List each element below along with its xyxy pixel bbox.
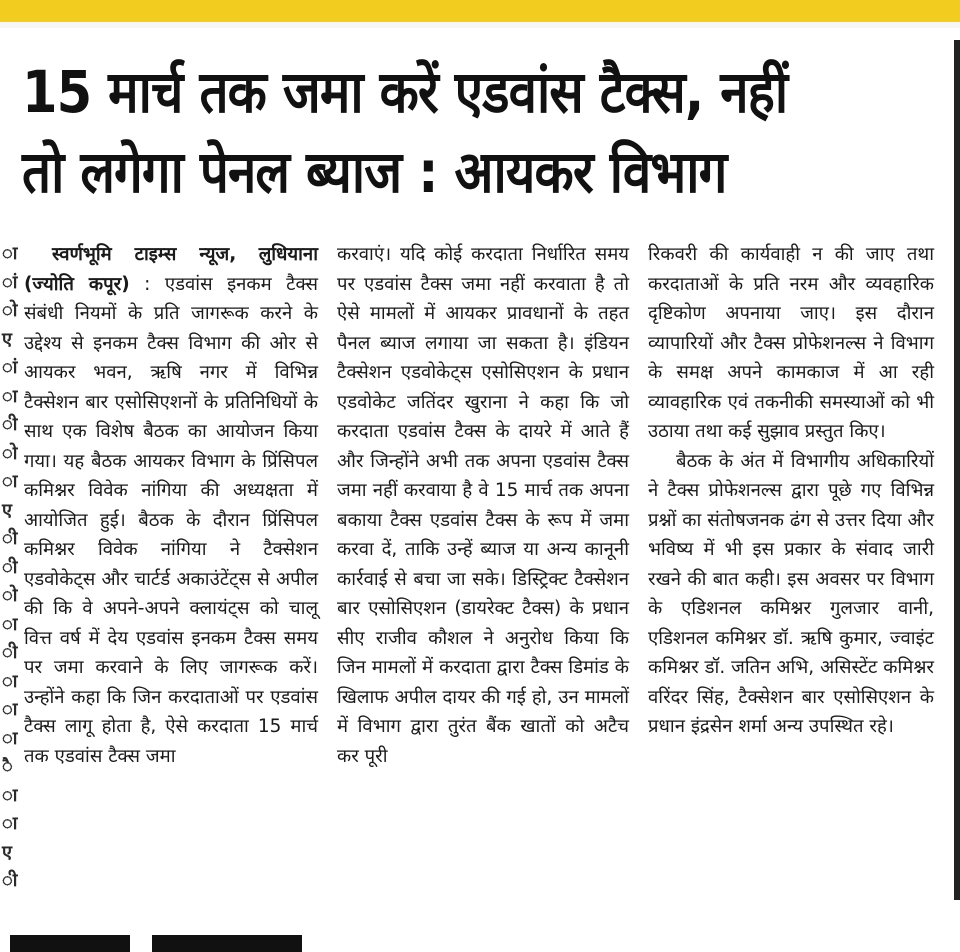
adjacent-article-fragment: ां <box>2 271 18 293</box>
headline <box>22 52 937 212</box>
adjacent-article-fragment: ी <box>2 642 18 663</box>
adjacent-article-fragment: ी <box>2 870 18 891</box>
adjacent-article-fragment: ा <box>2 784 18 806</box>
article-column-3 <box>648 240 934 910</box>
byline-place-reporter: लुधियाना (ज्योति कपूर) <box>24 244 318 295</box>
adjacent-article-fragment: ी <box>2 414 18 435</box>
adjacent-article-fragment: ी <box>2 528 18 549</box>
next-article-heading-block-2 <box>152 935 302 952</box>
article-column-1 <box>24 240 318 910</box>
column-1-text: एडवांस इनकम टैक्स संबंधी नियमों के प्रति जागरूक करने के उद्देश्य से इनकम टैक्स विभाग की ओर से आयकर भवन, ऋषि नगर में विभिन्न टैक्सेशन बार एसोसिएशनों के प्रतिनिधियों के साथ एक विशेष बैठक का आयोजन किया गया। यह बैठक आयकर विभाग के प्रिंसिपल कमिश्नर विवेक नांगिया की अध्यक्षता में आयोजित हुई। बैठक के दौरान प्रिंसिपल कमिश्नर विवेक नांगिया ने टैक्सेशन एडवोकेट्स और चार्टर्ड अकाउंटेंट्स से अपील की कि वे अपने-अपने क्लायंट्स को चालू वित्त वर्ष में देय एडवांस इनकम टैक्स समय पर जमा करवाने के लिए जागरूक करें। उन्होंने कहा कि जिन करदाताओं पर एडवांस टैक्स लागू होता है, ऐसे करदाता 15 मार्च तक एडवांस टैक्स जमा <box>24 273 318 767</box>
adjacent-article-fragment: ा <box>2 699 18 720</box>
column-2-text: करवाएं। यदि कोई करदाता निर्धारित समय पर एडवांस टैक्स जमा नहीं करवाता है तो ऐसे मामलों में आयकर प्रावधानों के तहत पैनल ब्याज लगाया जा सकता है। इंडियन टैक्सेशन एडवोकेट्स एसोसिएशन के प्रधान एडवोकेट जतिंदर खुराना ने कहा कि जो करदाता एडवांस टैक्स के दायरे में आते हैं और जिन्होंने अभी तक अपना एडवांस टैक्स जमा नहीं करवाया है वे 15 मार्च तक अपना बकाया टैक्स एडवांस टैक्स के रूप में जमा करवा दें, ताकि उन्हें ब्याज या अन्य कानूनी कार्रवाई से बचा जा सके। डिस्ट्रिक्ट टैक्सेशन बार एसोसिएशन (डायरेक्ट टैक्स) के प्रधान सीए राजीव कौशल ने अनुरोध किया कि जिन मामलों में करदाता द्वारा टैक्स डिमांड के खिलाफ अपील दायर की गई हो, उन मामलों में विभाग द्वारा तुरंत बैंक खातों को अटैच कर पूरी <box>337 244 629 767</box>
adjacent-article-fragment: ी <box>2 556 18 578</box>
adjacent-article-fragment: ां <box>2 357 18 378</box>
byline-agency: स्वर्णभूमि टाइम्स न्यूज, <box>52 244 237 265</box>
next-article-heading-block-1 <box>10 935 130 952</box>
right-page-edge <box>954 40 960 900</box>
adjacent-article-fragment: ो <box>2 442 18 464</box>
adjacent-article-fragment: ा <box>2 471 18 492</box>
adjacent-article-fragment: ा <box>2 385 18 407</box>
adjacent-article-fragment: ो <box>2 300 18 321</box>
adjacent-article-fragment: ए <box>2 841 12 863</box>
adjacent-article-fragment: ए <box>2 499 12 521</box>
adjacent-article-fragment: ा <box>2 613 18 635</box>
column-3-paragraph-2: बैठक के अंत में विभागीय अधिकारियों ने टैक्स प्रोफेशनल्स द्वारा पूछे गए विभिन्न प्रश्नों का संतोषजनक ढंग से उत्तर दिया और भविष्य में भी इस प्रकार के संवाद जारी रखने की बात कही। इस अवसर पर विभाग के एडिशनल कमिश्नर गुलजार वानी, एडिशनल कमिश्नर डॉ. ऋषि कुमार, ज्वाइंट कमिश्नर डॉ. जतिन अभि, असिस्टेंट कमिश्नर वरिंदर सिंह, टैक्सेशन बार एसोसिएशन के प्रधान इंद्रसेन शर्मा अन्य उपस्थित रहे। <box>648 450 934 737</box>
byline-separator: : <box>144 273 151 295</box>
adjacent-article-fragment: ा <box>2 670 18 692</box>
adjacent-article-fragment: ै <box>2 756 13 777</box>
adjacent-article-fragment: ा <box>2 243 18 264</box>
column-3-paragraph-1: रिकवरी की कार्यवाही न की जाए तथा करदाताओं के प्रति नरम और व्यवहारिक दृष्टिकोण अपनाया जाए। इस दौरान व्यापारियों और टैक्स प्रोफेशनल्स ने विभाग के समक्ष अपने कामकाज में आ रही व्यावहारिक एवं तकनीकी समस्याओं को भी उठाया तथा कई सुझाव प्रस्तुत किए। <box>648 244 934 442</box>
headline-line-2: तो लगेगा पेनल ब्याज : आयकर विभाग <box>22 138 727 206</box>
headline-line-1: 15 मार्च तक जमा करें एडवांस टैक्स, नहीं <box>22 58 788 126</box>
article-column-2 <box>337 240 629 910</box>
adjacent-article-fragment: ए <box>2 328 12 350</box>
adjacent-article-fragment: ो <box>2 585 18 606</box>
top-yellow-bar <box>0 0 960 22</box>
adjacent-article-strip <box>0 240 18 900</box>
adjacent-article-fragment: ा <box>2 813 18 834</box>
adjacent-article-fragment: ा <box>2 727 18 749</box>
top-bar-shadow <box>0 22 960 28</box>
